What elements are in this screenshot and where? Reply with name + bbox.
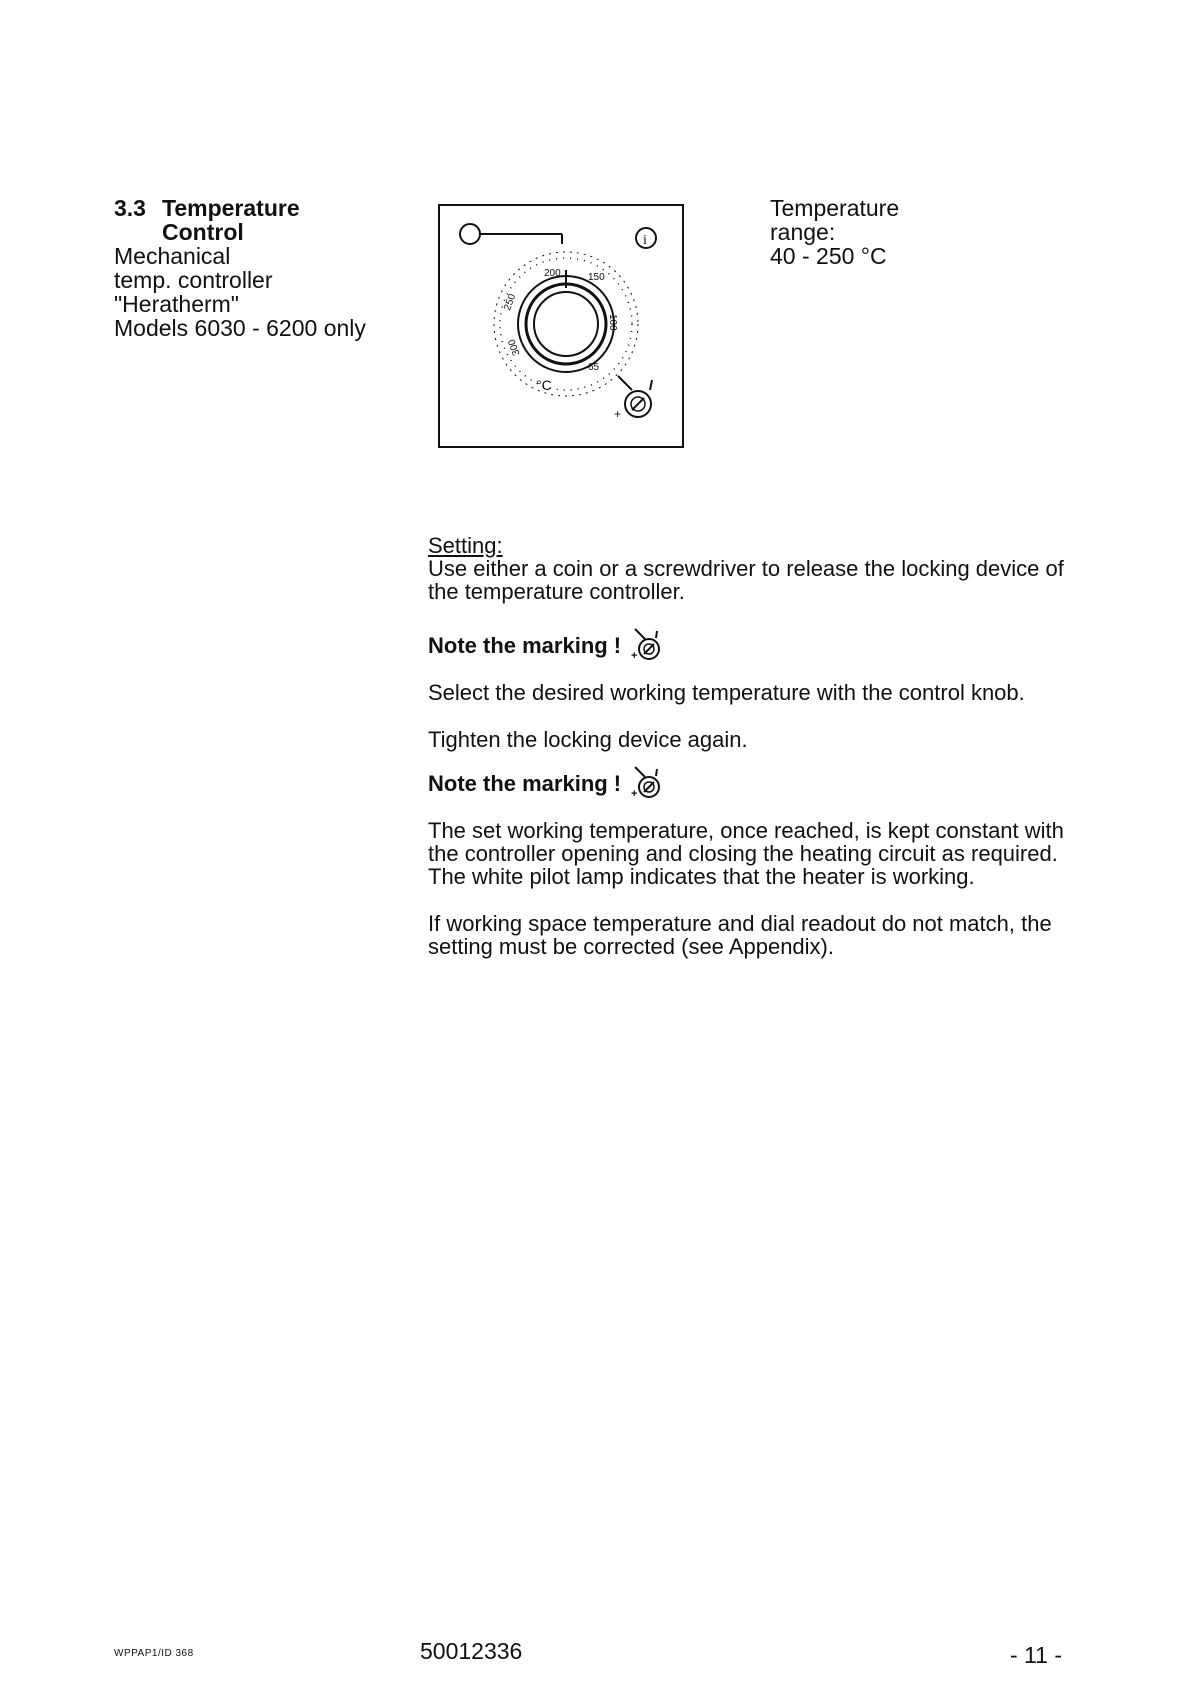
- dial-label-250: 250: [502, 292, 519, 313]
- section-number: 3.3: [114, 195, 146, 221]
- lock-marking-icon: [627, 627, 667, 663]
- footer-doc-code: WPPAP1/ID 368: [114, 1648, 194, 1659]
- pilot-lamp-icon: [460, 224, 480, 244]
- svg-text:+: +: [631, 650, 638, 662]
- setting-step2: Select the desired working temperature with the control knob.: [428, 680, 1025, 705]
- dial-label-200: 200: [544, 268, 561, 279]
- temperature-range-block: [770, 196, 899, 268]
- setting-instructions: [428, 534, 1098, 982]
- description-line: Mechanical: [114, 243, 231, 269]
- dial-label-300: 300: [506, 337, 523, 358]
- description-line: Models 6030 - 6200 only: [114, 315, 366, 341]
- setting-para1: The set working temperature, once reached, is kept constant with the controller opening and closing the heating circuit as required. The white pilot lamp indicates that the heater is working.: [428, 818, 1064, 889]
- note-marking-1: [428, 627, 1098, 663]
- range-value: 40 - 250 °C: [770, 243, 887, 269]
- note-label: Note the marking !: [428, 770, 622, 796]
- setting-para2: If working space temperature and dial readout do not match, the setting must be corrected (see Appendix).: [428, 911, 1052, 959]
- dial-label-100: 100: [607, 314, 618, 331]
- setting-step1: Use either a coin or a screwdriver to release the locking device of the temperature controller.: [428, 556, 1064, 604]
- section-title-line1: Temperature: [162, 195, 300, 221]
- description-line: temp. controller: [114, 267, 273, 293]
- controller-panel-diagram: [438, 204, 684, 448]
- svg-text:+: +: [614, 407, 622, 421]
- range-line2: range:: [770, 219, 836, 245]
- note-marking-2: [428, 765, 1098, 801]
- locking-device-icon: [614, 376, 652, 421]
- range-line1: Temperature: [770, 195, 900, 221]
- lock-marking-icon: [627, 765, 667, 801]
- setting-title: Setting:: [428, 533, 503, 558]
- section-title-line2: Control: [162, 219, 244, 245]
- setting-step3: Tighten the locking device again.: [428, 727, 748, 752]
- dial-label-65: 65: [588, 362, 600, 373]
- section-heading-block: [114, 196, 366, 340]
- description-line: "Heratherm": [114, 291, 239, 317]
- control-knob-icon: [518, 270, 614, 372]
- info-symbol-icon: [636, 228, 656, 248]
- dial-label-150: 150: [588, 272, 605, 283]
- footer-part-number: 50012336: [420, 1638, 523, 1664]
- dial-unit: °C: [536, 377, 552, 393]
- footer-page-number: - 11 -: [1010, 1642, 1062, 1668]
- note-label: Note the marking !: [428, 632, 622, 658]
- svg-text:+: +: [631, 788, 638, 800]
- svg-text:i: i: [643, 233, 647, 248]
